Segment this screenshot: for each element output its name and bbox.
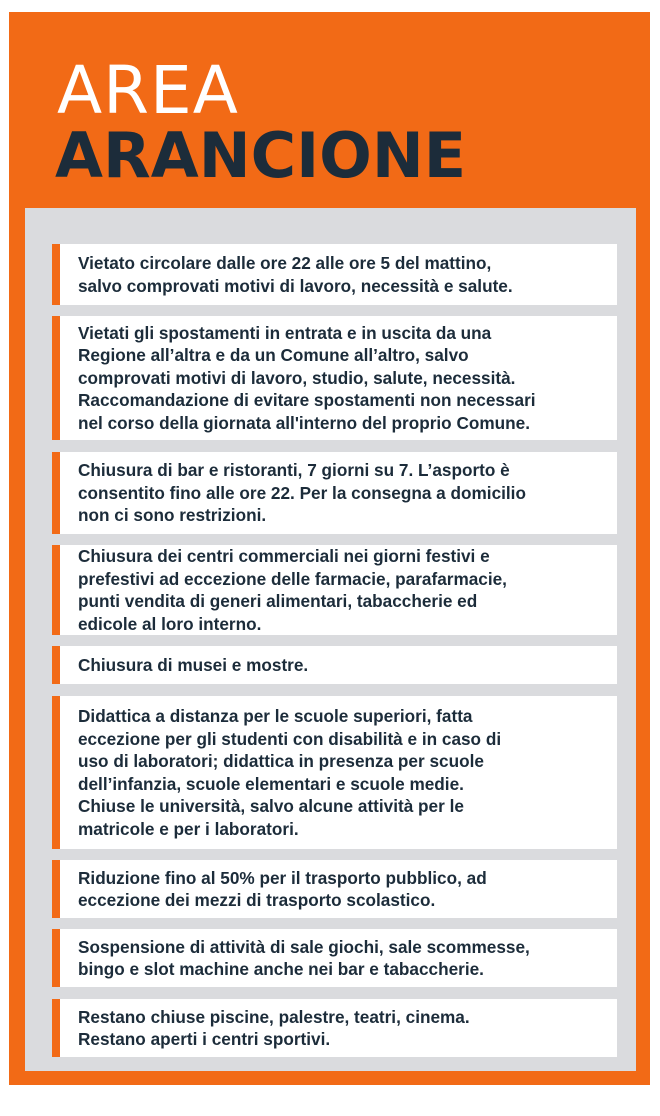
list-item — [52, 646, 617, 684]
rule-text: Didattica a distanza per le scuole superiori, fatta eccezione per gli studenti con disabilità e in caso di uso di laboratori; didattica in presenza per scuole dell’infanzia, scuole elementari e scuole medie. Chiuse le università, salvo alcune attività per le matricole e per i laboratori. — [78, 706, 502, 839]
list-item — [52, 999, 617, 1057]
rule-text: Vietati gli spostamenti in entrata e in uscita da una Regione all’altra e da un Comune all’altro, salvo comprovati motivi di lavoro, studio, salute, necessità. Raccomandazione di evitare spostamenti non necessari nel corso della giornata all'interno del proprio Comune. — [78, 322, 536, 433]
list-item — [52, 929, 617, 987]
list-item — [52, 244, 617, 305]
title-arancione: ARANCIONE — [55, 119, 467, 192]
list-item — [52, 545, 617, 635]
rule-text: Riduzione fino al 50% per il trasporto pubblico, ad eccezione dei mezzi di trasporto scolastico. — [78, 867, 487, 910]
title-area: AREA — [57, 52, 239, 129]
list-item — [52, 696, 617, 849]
rule-text: Vietato circolare dalle ore 22 alle ore 5 del mattino, salvo comprovati motivi di lavoro, necessità e salute. — [78, 253, 513, 296]
rule-text: Restano chiuse piscine, palestre, teatri, cinema. Restano aperti i centri sportivi. — [78, 1006, 470, 1049]
rule-text: Chiusura dei centri commerciali nei giorni festivi e prefestivi ad eccezione delle farmacie, parafarmacie, punti vendita di generi alimentari, tabaccherie ed edicole al loro interno. — [78, 546, 507, 634]
rule-text: Chiusura di bar e ristoranti, 7 giorni su 7. L’asporto è consentito fino alle ore 22. Per la consegna a domicilio non ci sono restrizioni. — [78, 460, 526, 526]
rule-text: Sospensione di attività di sale giochi, sale scommesse, bingo e slot machine anche nei bar e tabaccherie. — [78, 936, 530, 979]
list-item — [52, 316, 617, 440]
orange-area-card — [9, 12, 650, 1085]
rule-text: Chiusura di musei e mostre. — [78, 654, 309, 675]
list-item — [52, 452, 617, 534]
list-item — [52, 860, 617, 918]
